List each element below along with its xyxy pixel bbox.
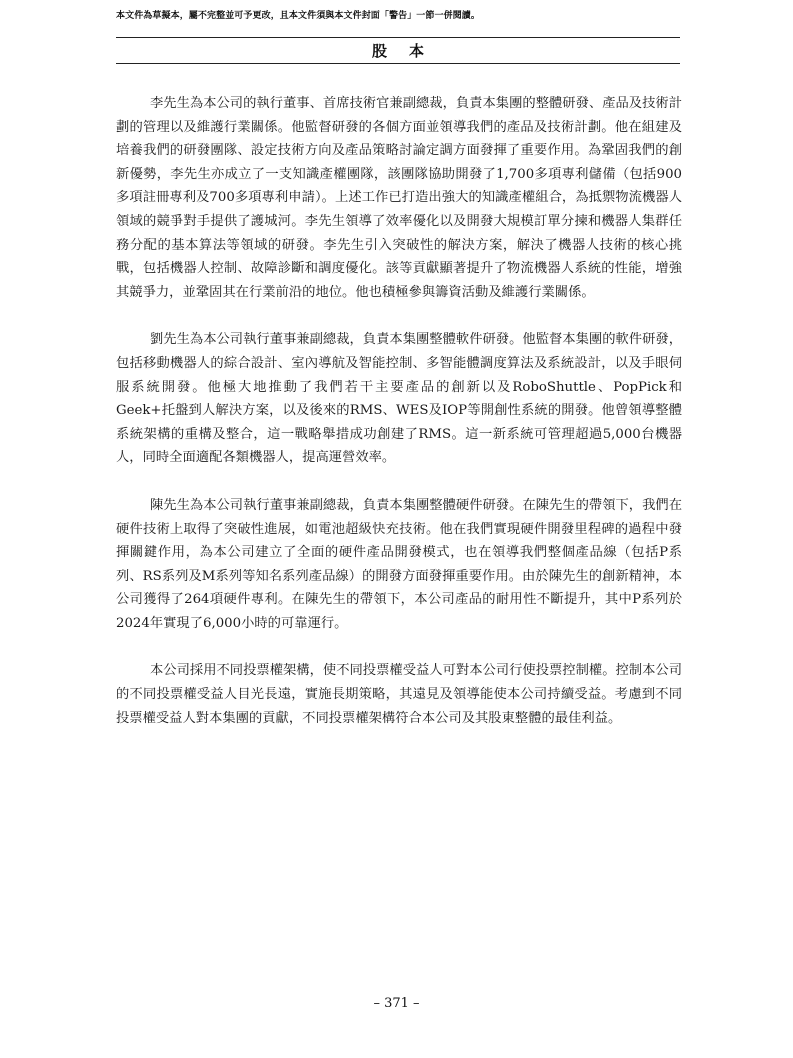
- paragraph-liu: 劉先生為本公司執行董事兼副總裁，負責本集團整體軟件研發。他監督本集團的軟件研發，包括移動機器人的綜合設計、室內導航及智能控制、多智能體調度算法及系統設計，以及手眼伺服系統開發。他極大地推動了我們若干主要產品的創新以及RoboShuttle、PopPick和Geek+托盤到人解決方案，以及後來的RMS、WES及IOP等開創性系統的開發。他曾領導整體系統架構的重構及整合，這一戰略舉措成功創建了RMS。這一新系統可管理超過5,000台機器人，同時全面適配各類機器人，提高運營效率。: [116, 332, 682, 466]
- page-number: – 371 –: [373, 996, 420, 1011]
- draft-disclaimer: 本文件為草擬本，屬不完整並可予更改，且本文件須與本文件封面「警告」一節一併閱讀。: [116, 11, 481, 21]
- document-body: [116, 92, 682, 754]
- section-title: 股本: [371, 42, 446, 60]
- paragraph-wvr-structure: 本公司採用不同投票權架構，使不同投票權受益人可對本公司行使投票控制權。控制本公司的不同投票權受益人目光長遠，實施長期策略，其遠見及領導能使本公司持續受益。考慮到不同投票權受益人對本集團的貢獻，不同投票權架構符合本公司及其股東整體的最佳利益。: [116, 663, 682, 726]
- paragraph-chen: 陳先生為本公司執行董事兼副總裁，負責本集團整體硬件研發。在陳先生的帶領下，我們在硬件技術上取得了突破性進展，如電池超級快充技術。他在我們實現硬件開發里程碑的過程中發揮關鍵作用，為本公司建立了全面的硬件產品開發模式，也在領導我們整個產品線（包括P系列、RS系列及M系列等知名系列產品線）的開發方面發揮重要作用。由於陳先生的創新精神，本公司獲得了264項硬件專利。在陳先生的帶領下，本公司產品的耐用性不斷提升，其中P系列於2024年實現了6,000小時的可靠運行。: [116, 497, 682, 631]
- header-rule-bottom: [116, 63, 680, 64]
- header-rule-top: [116, 37, 680, 38]
- paragraph-li: 李先生為本公司的執行董事、首席技術官兼副總裁，負責本集團的整體研發、產品及技術計劃的管理以及維護行業關係。他監督研發的各個方面並領導我們的產品及技術計劃。他在組建及培養我們的研發團隊、設定技術方向及產品策略討論定調方面發揮了重要作用。為鞏固我們的創新優勢，李先生亦成立了一支知識產權團隊，該團隊協助開發了1,700多項專利儲備（包括900多項註冊專利及700多項專利申請）。上述工作已打造出強大的知識產權組合，為抵禦物流機器人領域的競爭對手提供了護城河。李先生領導了效率優化以及開發大規模訂單分揀和機器人集群任務分配的基本算法等領域的研發。李先生引入突破性的解決方案，解決了機器人技術的核心挑戰，包括機器人控制、故障診斷和調度優化。該等貢獻顯著提升了物流機器人系統的性能，增強其競爭力，並鞏固其在行業前沿的地位。他也積極參與籌資活動及維護行業關係。: [116, 96, 682, 300]
